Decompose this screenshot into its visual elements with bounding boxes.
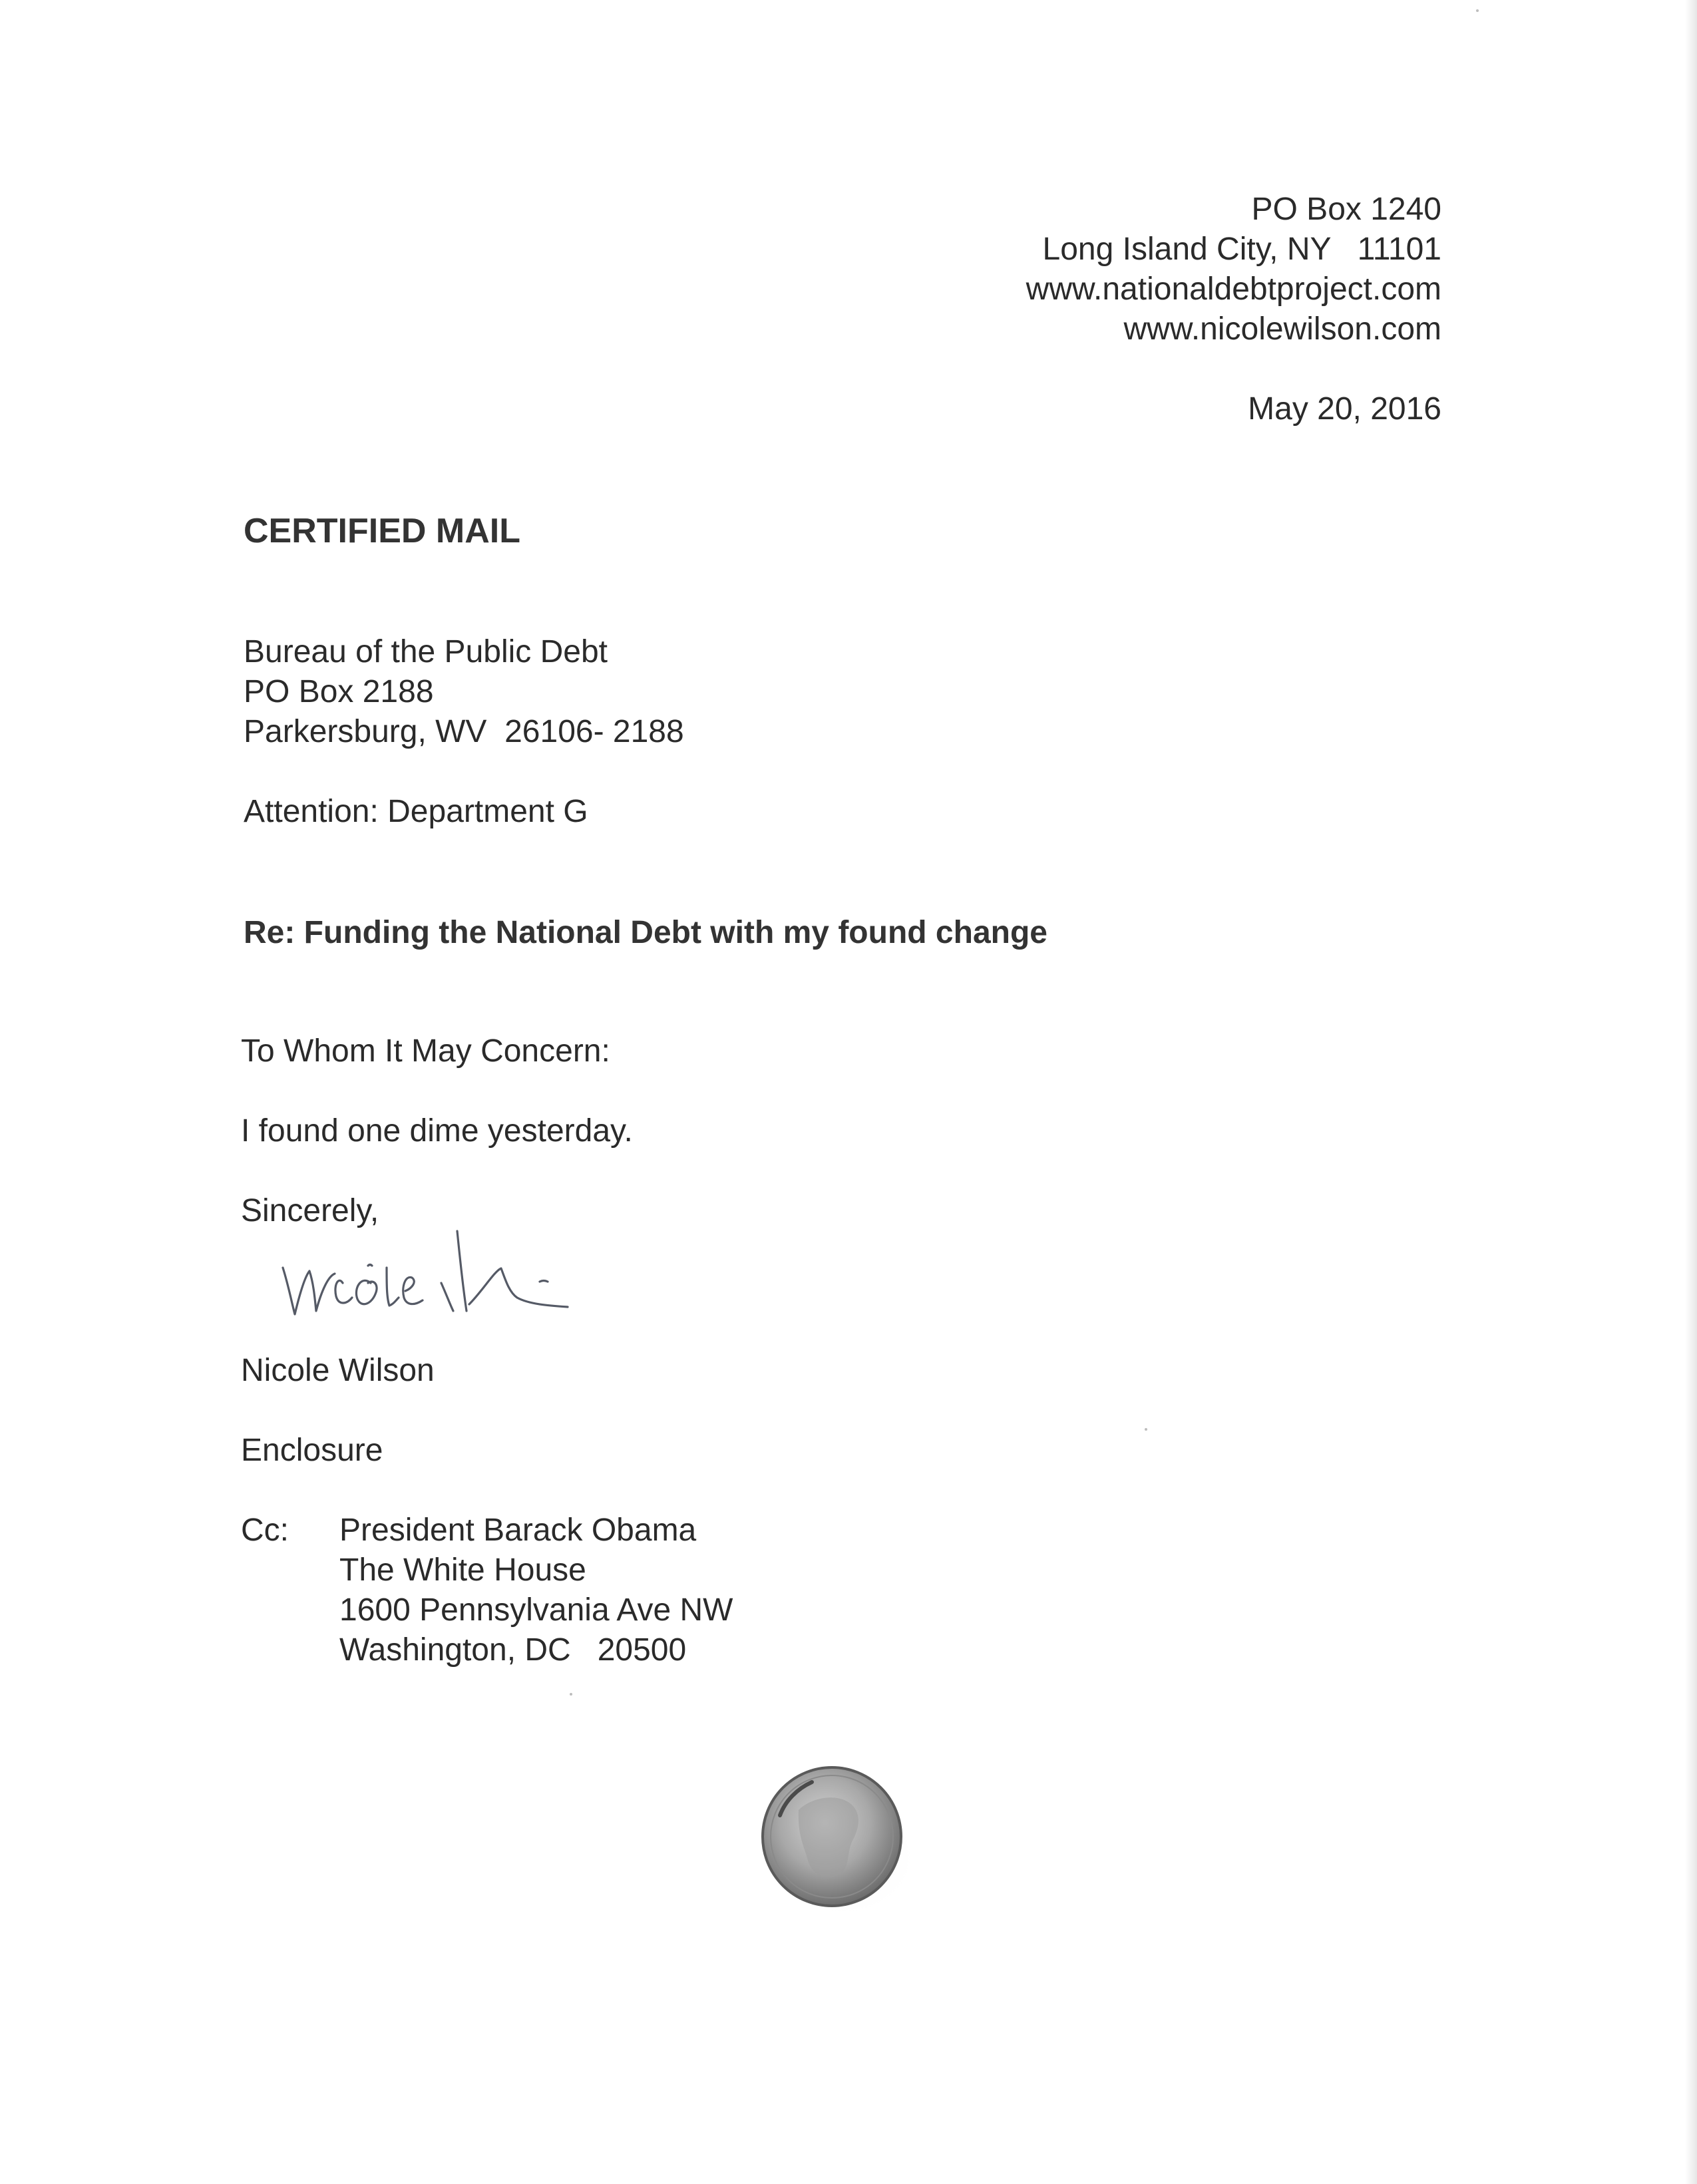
salutation: To Whom It May Concern: [241, 1033, 610, 1069]
scan-speck [1476, 9, 1479, 12]
certified-mail-heading: CERTIFIED MAIL [244, 512, 520, 550]
sender-city-state-zip: Long Island City, NY 11101 [1042, 232, 1441, 267]
cc-line: Washington, DC 20500 [339, 1632, 687, 1668]
cc-line: 1600 Pennsylvania Ave NW [339, 1592, 733, 1628]
attention-line: Attention: Department G [244, 794, 588, 829]
sender-website-1: www.nationaldebtproject.com [1026, 272, 1441, 307]
handwritten-signature [270, 1204, 669, 1338]
sender-website-2: www.nicolewilson.com [1123, 311, 1441, 347]
scan-edge [1685, 0, 1697, 2184]
body-text: I found one dime yesterday. [241, 1113, 633, 1149]
enclosure-note: Enclosure [241, 1433, 383, 1468]
sender-po-box: PO Box 1240 [1251, 192, 1441, 227]
closing: Sincerely, [241, 1193, 379, 1228]
recipient-name: Bureau of the Public Debt [244, 634, 608, 669]
recipient-po-box: PO Box 2188 [244, 674, 434, 709]
scan-speck [1145, 1428, 1147, 1431]
recipient-city-state-zip: Parkersburg, WV 26106- 2188 [244, 714, 684, 749]
letter-date: May 20, 2016 [1248, 391, 1441, 427]
subject-line: Re: Funding the National Debt with my found change [244, 915, 1047, 950]
scan-speck [570, 1693, 572, 1696]
cc-line: President Barack Obama [339, 1513, 697, 1548]
signer-name: Nicole Wilson [241, 1353, 435, 1388]
cc-line: The White House [339, 1552, 586, 1588]
dime-coin-image [759, 1763, 918, 1923]
cc-label: Cc: [241, 1513, 289, 1548]
